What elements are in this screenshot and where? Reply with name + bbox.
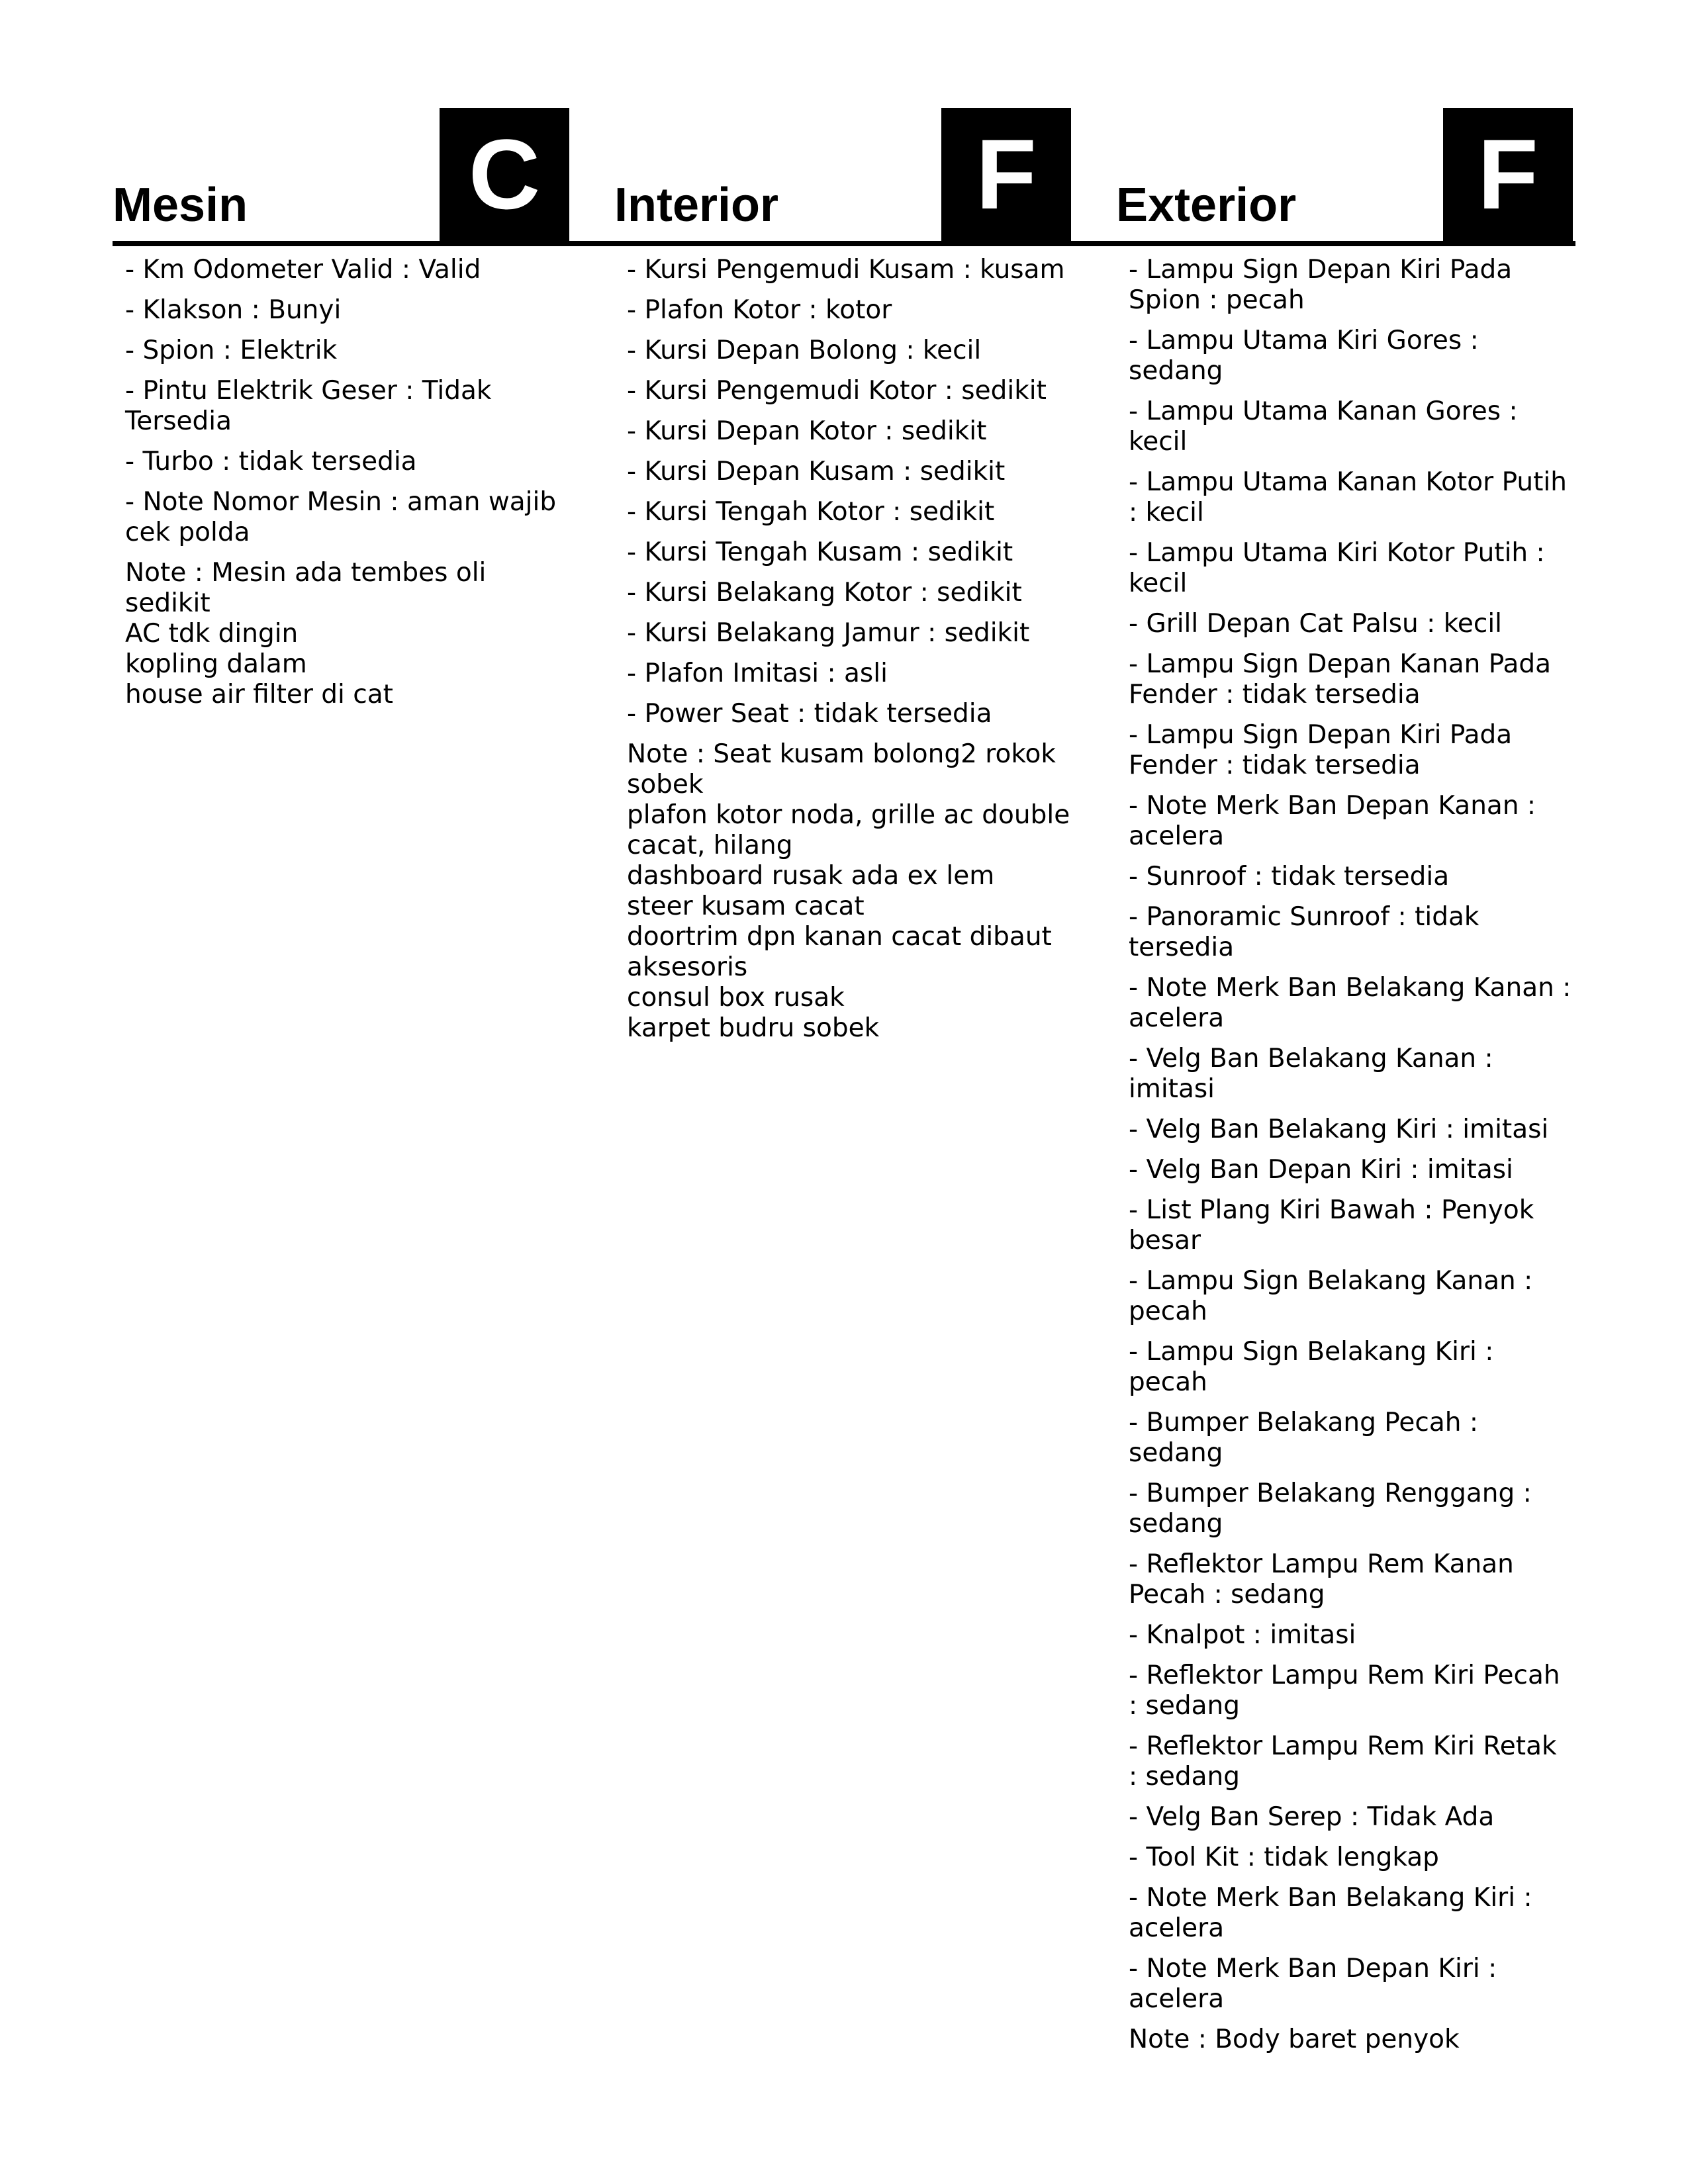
list-item: - Lampu Utama Kiri Kotor Putih : kecil [1129, 538, 1545, 598]
list-item: - Panoramic Sunroof : tidak tersedia [1129, 902, 1479, 962]
grade-badge: F [941, 108, 1071, 241]
list-item: - Lampu Sign Depan Kanan Pada Fender : tidak tersedia [1129, 649, 1552, 709]
list-item: - Reflektor Lampu Rem Kanan Pecah : sedang [1129, 1549, 1514, 1610]
list-item: - Kursi Belakang Kotor : sedikit [627, 578, 1022, 608]
list-item: - Tool Kit : tidak lengkap [1129, 1843, 1439, 1872]
list-item: - Kursi Tengah Kusam : sedikit [627, 537, 1013, 567]
list-item: - Lampu Sign Depan Kiri Pada Spion : pecah [1129, 255, 1513, 315]
list-item: - Klakson : Bunyi [125, 295, 342, 325]
inspection-list [1129, 255, 1572, 2055]
list-item: - Lampu Utama Kiri Gores : sedang [1129, 326, 1479, 386]
list-item: - Lampu Utama Kanan Gores : kecil [1129, 396, 1518, 457]
section-title: Exterior [1116, 179, 1297, 232]
list-item: - Note Nomor Mesin : aman wajib cek polda [125, 487, 557, 547]
list-item: - Lampu Sign Belakang Kanan : pecah [1129, 1266, 1533, 1326]
list-item: - Plafon Imitasi : asli [627, 659, 888, 688]
list-item: - Kursi Pengemudi Kotor : sedikit [627, 376, 1047, 406]
list-item: - Velg Ban Belakang Kanan : imitasi [1129, 1044, 1493, 1104]
section-note: Note : Seat kusam bolong2 rokok sobek plafon kotor noda, grille ac double cacat, hilang dashboard rusak ada ex lem steer kusam cacat doortrim dpn kanan cacat dibaut aksesoris consul box rusak karpet budru sobek [627, 739, 1070, 1043]
list-item: - Grill Depan Cat Palsu : kecil [1129, 609, 1503, 639]
list-item: - Bumper Belakang Renggang : sedang [1129, 1479, 1532, 1539]
list-item: - List Plang Kiri Bawah : Penyok besar [1129, 1195, 1534, 1255]
list-item: - Bumper Belakang Pecah : sedang [1129, 1408, 1478, 1468]
list-item: - Note Merk Ban Belakang Kanan : acelera [1129, 973, 1571, 1033]
list-item: - Velg Ban Depan Kiri : imitasi [1129, 1155, 1513, 1185]
list-item: - Lampu Sign Belakang Kiri : pecah [1129, 1337, 1494, 1397]
list-item: - Velg Ban Serep : Tidak Ada [1129, 1802, 1495, 1832]
list-item: - Kursi Depan Kusam : sedikit [627, 457, 1006, 486]
section-note: Note : Body baret penyok [1129, 2025, 1460, 2054]
list-item: - Reflektor Lampu Rem Kiri Pecah : sedang [1129, 1661, 1560, 1721]
grade-badge: F [1443, 108, 1573, 241]
list-item: - Kursi Depan Bolong : kecil [627, 336, 982, 365]
list-item: - Velg Ban Belakang Kiri : imitasi [1129, 1115, 1549, 1144]
inspection-list [627, 255, 1070, 1044]
list-item: - Kursi Tengah Kotor : sedikit [627, 497, 995, 527]
list-item: - Kursi Pengemudi Kusam : kusam [627, 255, 1065, 285]
list-item: - Pintu Elektrik Geser : Tidak Tersedia [125, 376, 492, 436]
list-item: - Kursi Belakang Jamur : sedikit [627, 618, 1030, 648]
list-item: - Power Seat : tidak tersedia [627, 699, 992, 729]
list-item: - Lampu Utama Kanan Kotor Putih : kecil [1129, 467, 1567, 527]
list-item: - Kursi Depan Kotor : sedikit [627, 416, 987, 446]
list-item: - Km Odometer Valid : Valid [125, 255, 481, 285]
list-item: - Note Merk Ban Depan Kiri : acelera [1129, 1954, 1497, 2014]
grade-badge: C [440, 108, 569, 241]
list-item: - Spion : Elektrik [125, 336, 338, 365]
list-item: - Sunroof : tidak tersedia [1129, 862, 1450, 891]
list-item: - Note Merk Ban Belakang Kiri : acelera [1129, 1883, 1532, 1943]
header-divider [113, 241, 1575, 246]
list-item: - Knalpot : imitasi [1129, 1620, 1356, 1650]
list-item: - Note Merk Ban Depan Kanan : acelera [1129, 791, 1536, 851]
list-item: - Reflektor Lampu Rem Kiri Retak : sedang [1129, 1731, 1557, 1792]
list-item: - Turbo : tidak tersedia [125, 447, 417, 477]
section-title: Mesin [113, 179, 248, 232]
section-note: Note : Mesin ada tembes oli sedikit AC tdk dingin kopling dalam house air filter di cat [125, 558, 487, 709]
list-item: - Lampu Sign Depan Kiri Pada Fender : tidak tersedia [1129, 720, 1513, 780]
list-item: - Plafon Kotor : kotor [627, 295, 892, 325]
section-title: Interior [614, 179, 779, 232]
inspection-list [125, 255, 569, 710]
